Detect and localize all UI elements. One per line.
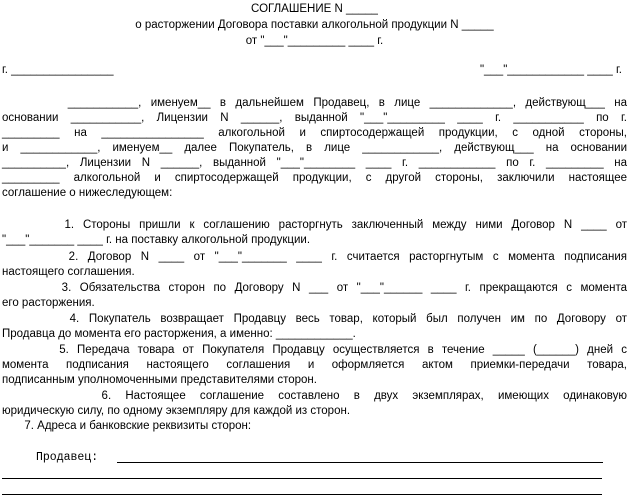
seller-details-line[interactable] [2,478,602,479]
clause-line: 7. Адреса и банковские реквизиты сторон: [2,420,252,432]
clause-line: 5. Передача товара от Покупателя Продавцу осуществляется в течение _____ (______) дней с [2,344,627,356]
place-date: "___"____________ ____ г. [479,64,622,76]
clause-line: настоящего соглашения. [2,266,135,278]
clause-line: "___"_______ ____ г. на поставку алкогольной продукции. [2,234,311,246]
clause-line: 2. Договор N ____ от "___"_______ ____ г. считается расторгнутым с момента подписания [2,251,627,263]
preamble-line: _________ алкогольной и спиртосодержащей продукции, с другой стороны, заключили настоящее [2,172,627,184]
preamble-line: __________, Лицензии N ______, выданной "___"________ ____ г. ____________ по г. _________ на [2,157,627,169]
preamble-line: _________ на ________________ алкогольной и спиртосодержащей продукции, с одной стороны, [2,127,627,139]
clause-line: 4. Покупатель возвращает Продавцу весь товар, который был получен им по Договору от [2,313,627,325]
seller-signature-field[interactable] [117,462,603,463]
document-date: от "___"_________ ____ г. [245,35,384,47]
place-city: г. ________________ [2,64,114,76]
clause-line: юридическую силу, по одному экземпляру для каждой из сторон. [2,405,351,417]
document-subtitle: о расторжении Договора поставки алкогольной продукции N _____ [135,19,494,31]
preamble-line: и ____________, именуем__ далее Покупатель, в лице ____________, действующ___ на основании [2,142,627,154]
clause-line: момента подписания настоящего соглашения и оформляется актом приемки-передачи товара, [2,359,627,371]
seller-signature-label: Продавец: [36,451,99,464]
clause-line: 1. Стороны пришли к соглашению расторгнуть заключенный между ними Договор N ____ от [2,219,627,231]
clause-line: его расторжения. [2,297,95,309]
document-title: СОГЛАШЕНИЕ N _____ [251,3,378,15]
preamble-line: соглашение о нижеследующем: [2,187,173,199]
clause-line: подписанным уполномоченными представителями сторон. [2,374,317,386]
preamble-line: ___________, именуем__ в дальнейшем Продавец, в лице _____________, действующ___ на [2,97,627,109]
clause-line: 3. Обязательства сторон по Договору N ___ от "___"______ ____ г. прекращаются с момента [2,282,627,294]
preamble-line: основании ___________, Лицензии N ______, выданной "___"_________ ____ г. ___________ по г. [2,112,627,124]
clause-line: Продавца до момента его расторжения, а именно: ____________. [2,328,356,340]
seller-details-line[interactable] [2,494,602,495]
clause-line: 6. Настоящее соглашение составлено в двух экземплярах, имеющих одинаковую [2,390,627,402]
